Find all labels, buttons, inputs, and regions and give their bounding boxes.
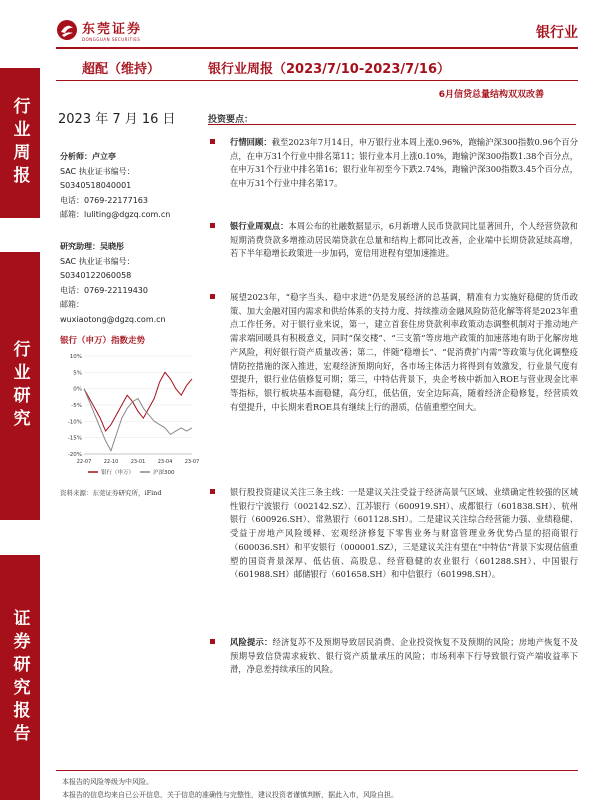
report-subtitle: 6月信贷总量结构双双改善 [438, 90, 544, 100]
bullet-square-icon [210, 294, 215, 299]
assistant-info: 研究助理：吴晓彤 SAC 执业证书编号： S0340122060058 电话：0769-22119430 邮箱： wuxiaotong@dgzq.com.cn [60, 240, 166, 327]
analyst-phone: 电话：0769-22177163 [60, 195, 148, 205]
bullet-square-icon [210, 489, 215, 494]
key-points-title: 投资要点： [208, 115, 254, 125]
sidebar-section-research: 行业研究 [0, 252, 40, 520]
analyst-info: 分析师：卢立亭 SAC 执业证书编号： S0340518040001 电话：0769-22177163 邮箱：luliting@dgzq.com.cn [60, 150, 170, 223]
industry-label: 银行业 [536, 25, 578, 41]
y-tick-label: 5% [73, 370, 82, 377]
title-divider [56, 80, 578, 81]
legend-label: 沪深300 [153, 470, 175, 476]
analyst-email[interactable]: 邮箱：luliting@dgzq.com.cn [60, 210, 171, 219]
key-point-outlook: 展望2023年，“稳字当头、稳中求进”仍是发展经济的总基调，精准有力实施好稳健的货币政策、加大金融对国内需求和供给体系的支持力度、持续推动金融风险防范化解等将是2023年重点工作任务。对于银行业来说，第一，建立首套住房贷款利率政策动态调整机制对于推动地产需求端回暖具有积极意义，同时“保交楼”、“三支箭”等房地产政策的加速落地有助于化解房地产风险，利好银行资产质量改善；第二，伴随“稳增长”、“促消费扩内需”等政策与优化调整疫情防控措施的深入推进，宏观经济预期向好，各市场主体活力将得到有效激发，行业景气度有望提升，银行业估值修复可期；第三，中特估背景下，央企考核中新加入ROE与营业现金比率等指标，银行板块基本面稳健，高分红，低估值，安全边际高，随着经济企稳修复，经营质效有望提升，中长期来看ROE具有继续上行的潜质，估值重塑空间大。 [208, 291, 578, 414]
chart-source: 资料来源：东莞证券研究所，iFind [60, 489, 162, 497]
y-tick-label: -10% [67, 419, 82, 426]
x-tick-label: 23-07 [184, 459, 200, 465]
index-trend-chart [60, 350, 200, 480]
logo-text-en: DONGGUAN SECURITIES [82, 37, 141, 42]
sidebar-section-weekly: 行业周报 [0, 68, 40, 218]
y-tick-label: -5% [71, 403, 82, 409]
y-tick-label: -20% [67, 452, 82, 458]
assistant-email[interactable]: wuxiaotong@dgzq.com.cn [60, 314, 166, 324]
x-tick-label: 23-01 [130, 459, 146, 465]
rating-label: 超配（维持） [82, 62, 161, 77]
legend-label: 银行（申万） [101, 470, 135, 476]
key-point-risk-warning: 风险提示：经济复苏不及预期导致居民消费、企业投资恢复不及预期的风险；房地产恢复不及预期导致信贷需求疲软、银行资产质量承压的风险；市场利率下行导致银行资产端收益率下滑，净息差持续承压的风险。 [208, 636, 578, 677]
bullet-square-icon [210, 223, 215, 228]
analyst-cert: S0340518040001 [60, 181, 132, 190]
assistant-name: 吴晓彤 [100, 242, 124, 251]
bullet-square-icon [210, 639, 215, 644]
report-date: 2023 年 7 月 16 日 [58, 112, 176, 127]
assistant-phone: 电话：0769-22119430 [60, 285, 148, 295]
key-point-weekly-view: 银行业周观点：本周公布的社融数据显示，6月新增人民币贷款同比显著回升，个人经营贷款和短期消费贷款多增推动居民端贷款在总量和结构上都同比改善，企业端中长期贷款延续高增，若下半年稳增长政策进一步加码，宽信用进程有望加速推进。 [208, 220, 578, 261]
footer-divider [56, 770, 578, 771]
key-point-investment-advice: 银行股投资建议关注三条主线：一是建议关注受益于经济高景气区域、业绩确定性较强的区域性银行宁波银行（002142.SZ）、江苏银行（600919.SH）、成都银行（601838.SH）、杭州银行（600926.SH）、常熟银行（601128.SH）。二是建议关注综合经营能力强、业绩稳健、受益于房地产风险缓释、宏观经济修复下零售业务与财富管理业务优势凸显的招商银行（600036.SH）和平安银行（000001.SZ），三是建议关注有望在“中特估”背景下实现估值重塑的国资背景深厚、低估值、高股息、经营稳健的农业银行（601288.SH）、中国银行（601988.SH）邮储银行（601658.SH）和中信银行（601998.SH）。 [208, 486, 578, 582]
series-line-hs300 [84, 389, 192, 451]
y-tick-label: 10% [69, 354, 82, 360]
report-title: 银行业周报（2023/7/10-2023/7/16） [208, 62, 451, 77]
assistant-cert: S0340122060058 [60, 271, 132, 280]
x-tick-label: 22-10 [103, 459, 119, 465]
header-divider [56, 47, 578, 49]
y-tick-label: -15% [67, 435, 82, 442]
logo-text-cn: 东莞证券 [82, 22, 143, 37]
analyst-name: 卢立亭 [92, 152, 116, 161]
chart-title: 银行（申万）指数走势 [60, 336, 146, 346]
x-tick-label: 22-07 [76, 459, 92, 465]
logo-icon [56, 19, 78, 41]
series-line-bank-index [84, 372, 192, 431]
bullet-square-icon [210, 139, 215, 144]
company-logo [56, 18, 142, 42]
footer-disclaimer: 本报告的风险等级为中风险。 本报告的信息均来自已公开信息，关于信息的准确性与完整性，建议投资者谨慎判断，据此入市，风险自担。 [62, 778, 398, 799]
x-tick-label: 23-04 [157, 459, 173, 465]
sidebar-section-securities-report: 证券研究报告 [0, 555, 40, 800]
key-points-divider [208, 124, 576, 125]
key-point-market-review: 行情回顾：截至2023年7月14日，申万银行业本周上涨0.96%，跑输沪深300指数0.96个百分点，在申万31个行业中排名第11；银行业本月上涨0.10%，跑输沪深300指数1.38个百分点，在申万31个行业中排名第16；银行业年初至今下跌2.74%，跑输沪深300指数3.45个百分点，在申万31个行业中排名第17。 [208, 136, 578, 191]
y-tick-label: 0% [73, 386, 82, 393]
